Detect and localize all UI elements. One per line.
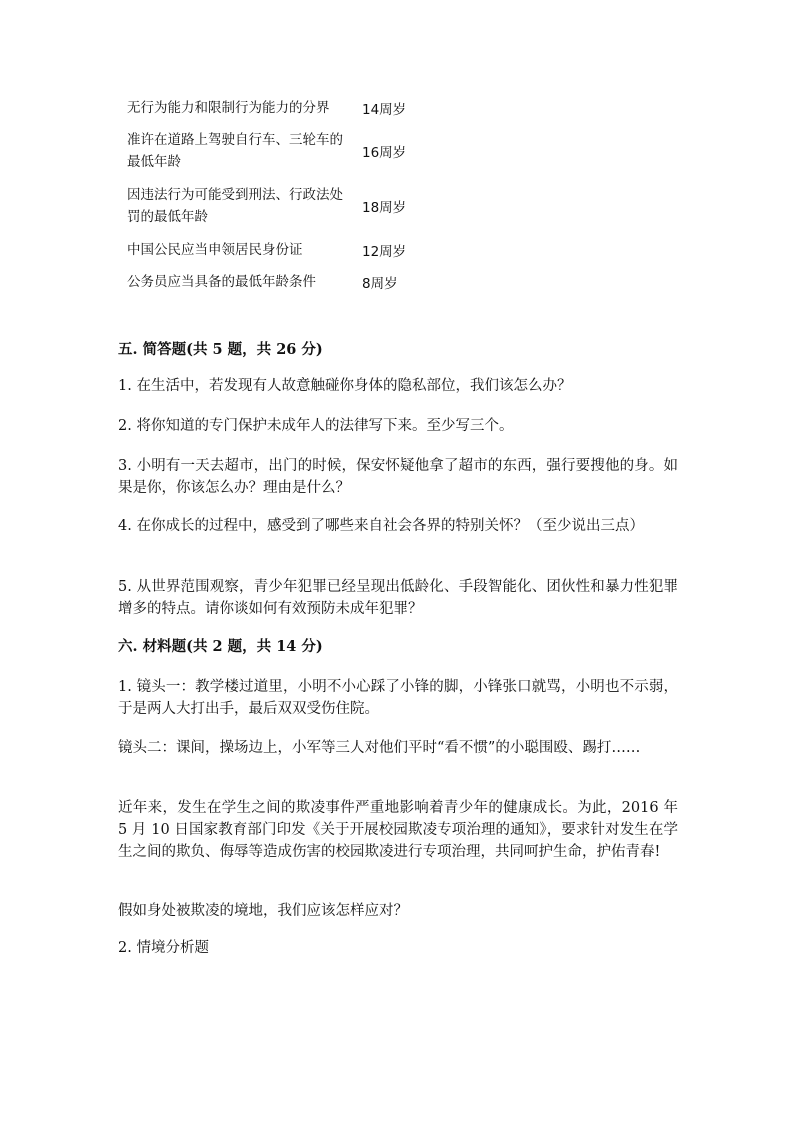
matching-row <box>117 266 437 298</box>
matching-left: 因违法行为可能受到刑法、行政法处罚的最低年龄 <box>127 187 343 225</box>
matching-row <box>117 178 437 234</box>
matching-left: 公务员应当具备的最低年龄条件 <box>127 274 316 290</box>
matching-right: 8周岁 <box>362 276 398 292</box>
matching-right: 18周岁 <box>362 200 407 216</box>
matching-right: 12周岁 <box>362 244 407 260</box>
section-6-heading: 六. 材料题(共 2 题，共 14 分) <box>118 638 323 655</box>
question-5-4: 4. 在你成长的过程中，感受到了哪些来自社会各界的特别关怀？（至少说出三点） <box>118 518 644 534</box>
material-3: 近年来，发生在学生之间的欺凌事件严重地影响着青少年的健康成长。为此，2016 年 5 月 10 日国家教育部门印发《关于开展校园欺凌专项治理的通知》，要求针对发生在学生之间的欺负、侮辱等造成伤害的校园欺凌进行专项治理，共同呵护生命，护佑青春! <box>118 800 678 860</box>
matching-right: 14周岁 <box>362 102 407 118</box>
material-2: 镜头二：课间，操场边上，小军等三人对他们平时“看不惯”的小聪围殴、踢打…… <box>118 740 641 756</box>
material-1: 1. 镜头一：教学楼过道里，小明不小心踩了小锋的脚，小锋张口就骂，小明也不示弱，于是两人大打出手，最后双双受伤住院。 <box>118 679 678 717</box>
question-5-3: 3. 小明有一天去超市，出门的时候，保安怀疑他拿了超市的东西，强行要搜他的身。如果是你，你该怎么办？理由是什么？ <box>118 458 678 496</box>
matching-left: 准许在道路上驾驶自行车、三轮车的最低年龄 <box>127 132 343 170</box>
matching-left: 无行为能力和限制行为能力的分界 <box>127 100 330 116</box>
question-5-2: 2. 将你知道的专门保护未成年人的法律写下来。至少写三个。 <box>118 418 514 434</box>
question-5-5: 5. 从世界范围观察，青少年犯罪已经呈现出低龄化、手段智能化、团伙性和暴力性犯罪增多的特点。请你谈如何有效预防未成年犯罪？ <box>118 579 678 617</box>
material-question: 假如身处被欺凌的境地，我们应该怎样应对？ <box>118 903 408 919</box>
section-5-heading: 五. 简答题(共 5 题，共 26 分) <box>118 341 323 358</box>
matching-right: 16周岁 <box>362 145 407 161</box>
question-5-1: 1. 在生活中，若发现有人故意触碰你身体的隐私部位，我们该怎么办？ <box>118 378 572 394</box>
matching-row <box>117 92 437 124</box>
matching-row <box>117 124 437 178</box>
matching-table <box>117 92 437 298</box>
matching-left: 中国公民应当申领居民身份证 <box>127 242 303 258</box>
matching-row <box>117 234 437 266</box>
question-6-2: 2. 情境分析题 <box>118 940 209 956</box>
